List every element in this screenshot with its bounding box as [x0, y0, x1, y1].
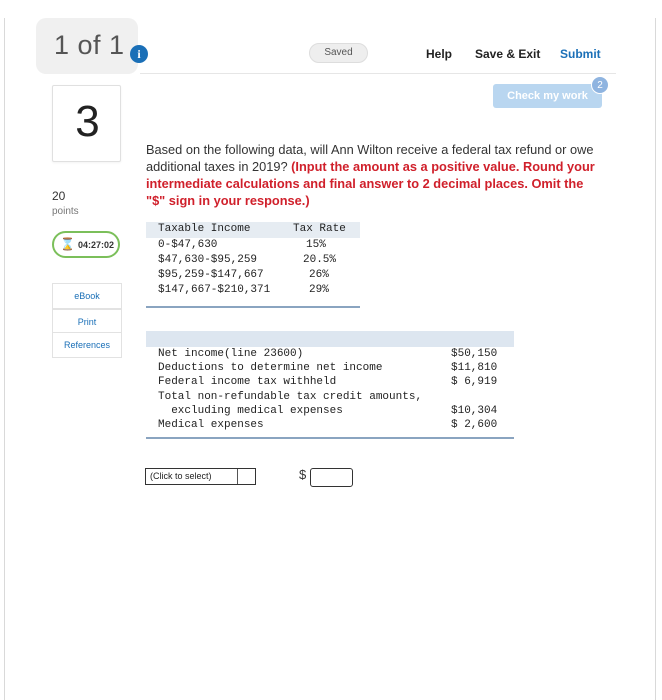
- tax-row-rate: 15%: [306, 239, 326, 251]
- tax-header-rate: Tax Rate: [293, 223, 346, 235]
- save-exit-link[interactable]: Save & Exit: [475, 47, 541, 61]
- tax-row-income: 0-$47,630: [158, 239, 218, 251]
- data-table-bottom-rule: [146, 437, 514, 439]
- hourglass-icon: ⌛: [60, 237, 75, 251]
- tax-row-income: $47,630-$95,259: [158, 254, 258, 266]
- ebook-button[interactable]: eBook: [52, 283, 122, 309]
- question-number-card: [52, 85, 121, 162]
- data-table-header: [146, 331, 514, 347]
- tax-header-income: Taxable Income: [158, 223, 251, 235]
- page-right-border: [655, 18, 656, 700]
- points-label: points: [52, 206, 79, 217]
- amount-input[interactable]: [310, 468, 353, 487]
- question-body: Based on the following data, will Ann Wilton receive a federal tax refund or owe additional taxes in 2019?: [146, 142, 594, 174]
- select-dropdown-divider: [237, 469, 238, 484]
- points-value: 20: [52, 189, 66, 203]
- select-placeholder: (Click to select): [150, 471, 212, 481]
- refund-or-owe-select[interactable]: [145, 468, 256, 485]
- info-icon[interactable]: i: [130, 45, 148, 63]
- question-number: 3: [75, 97, 100, 146]
- data-row-label: Federal income tax withheld: [158, 376, 337, 388]
- tax-row-rate: 26%: [309, 269, 329, 281]
- question-counter-text: 1 of 1: [54, 30, 125, 60]
- data-row-value: $ 6,919: [451, 376, 498, 388]
- page-left-border: [4, 18, 5, 700]
- print-button[interactable]: Print: [52, 309, 122, 335]
- tax-row-income: $95,259-$147,667: [158, 269, 264, 281]
- check-my-work-button[interactable]: Check my work: [493, 84, 602, 108]
- data-row-value: $50,150: [451, 348, 498, 360]
- help-link[interactable]: Help: [426, 47, 453, 61]
- data-row-label: excluding medical expenses: [158, 405, 343, 417]
- tax-row-rate: 29%: [309, 284, 329, 296]
- references-button[interactable]: References: [52, 332, 122, 358]
- data-row-value: $11,810: [451, 362, 498, 374]
- question-counter: [36, 18, 138, 74]
- data-row-label: Medical expenses: [158, 419, 264, 431]
- saved-status-badge: Saved: [309, 43, 368, 63]
- data-row-value: $10,304: [451, 405, 498, 417]
- timer-text: 04:27:02: [78, 240, 115, 250]
- data-row-label: Deductions to determine net income: [158, 362, 383, 374]
- currency-symbol: $: [299, 467, 307, 482]
- tax-row-rate: 20.5%: [303, 254, 337, 266]
- header-divider: [140, 73, 616, 74]
- question-text: [146, 141, 606, 209]
- data-row-value: $ 2,600: [451, 419, 498, 431]
- check-work-count-badge: 2: [591, 76, 609, 94]
- timer: [52, 231, 120, 258]
- data-row-label: Total non-refundable tax credit amounts,: [158, 391, 423, 403]
- question-instruction: (Input the amount as a positive value. Round your intermediate calculations and final answer to 2 decimal places. Omit the "$" sign in your response.): [146, 159, 595, 208]
- submit-link[interactable]: Submit: [560, 47, 601, 61]
- tax-table-bottom-rule: [146, 306, 360, 308]
- tax-row-income: $147,667-$210,371: [158, 284, 271, 296]
- tax-rate-table: [146, 222, 360, 309]
- data-row-label: Net income(line 23600): [158, 348, 304, 360]
